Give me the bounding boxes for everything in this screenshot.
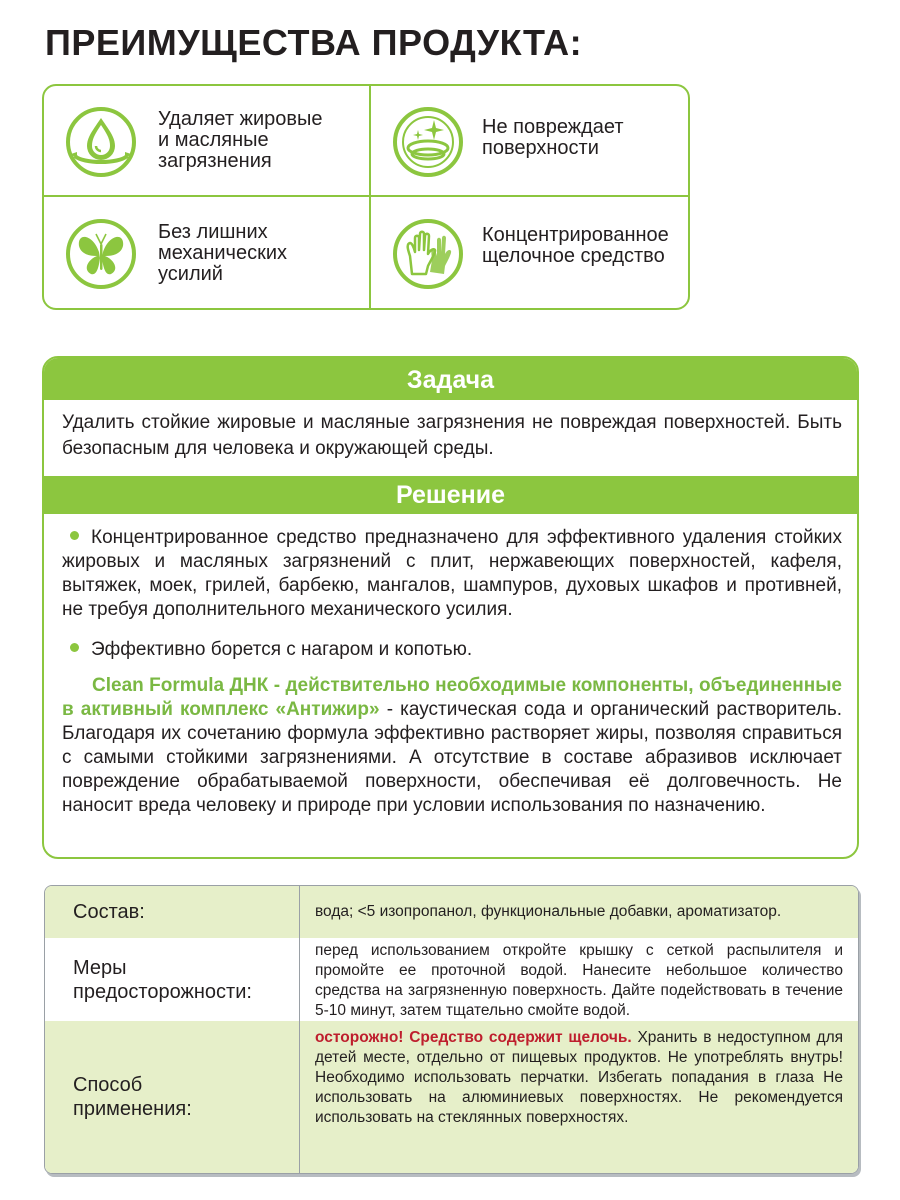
row-label: Меры предосторожности: xyxy=(73,957,252,1003)
butterfly-icon xyxy=(63,216,139,292)
advantage-text-4: Концентрированное щелочное средство xyxy=(482,224,669,267)
row-value: осторожно! Средство содержит щелочь. Хранить в недоступном для детей месте, отдельно от пищевых продуктов. Не употреблять внутрь! Необходимо использовать перчатки. Избегать попадания в глаза Не использовать на алюминиевых поверхностях. Не рекомендуется использовать на стеклянных поверхностях. xyxy=(315,1029,844,1126)
gloves-icon xyxy=(390,216,466,292)
row-value: перед использованием откройте крышку с сеткой распылителя и промойте ее проточной водой. Нанесите небольшое количество средства на загрязненную поверхность. Дайте подействовать в течение 5-10 минут, затем тщательно смойте водой. xyxy=(315,942,843,1019)
task-heading: Задача xyxy=(44,358,857,400)
column-divider xyxy=(299,886,300,1173)
row-label: Состав: xyxy=(73,901,145,923)
page-title: ПРЕИМУЩЕСТВА ПРОДУКТА: xyxy=(45,22,583,63)
water-drop-icon xyxy=(63,104,139,180)
warning-text: осторожно! Средство содержит щелочь. xyxy=(315,1029,632,1046)
task-solution-panel xyxy=(42,356,859,859)
grid-divider-horizontal xyxy=(44,195,688,197)
solution-paragraph: Clean Formula ДНК - действительно необходимые компоненты, объединенные в активный комплекс «Антижир» - каустическая сода и органический растворитель. Благодаря их сочетанию формула эффективно растворяет жиры, позволяя справиться с самыми стойкими загрязнениями. А отсутствие в составе абразивов исключает повреждение обрабатываемой поверхности, обеспечивая её долговечность. Не наносит вреда человеку и природе при условии использования по назначению. xyxy=(62,675,843,816)
advantage-text-1: Удаляет жировые и масляные загрязнения xyxy=(158,108,323,172)
task-text: Удалить стойкие жировые и масляные загрязнения не повреждая поверхностей. Быть безопасным для человека и окружающей среды. xyxy=(62,412,842,459)
solution-bullet-1: Концентрированное средство предназначено для эффективного удаления стойких жировых и масляных загрязнений с плит, нержавеющих поверхностей, кафеля, вытяжек, моек, грилей, барбекю, мангалов, шампуров, духовых шкафов и противней, не требуя дополнительного механического усилия. xyxy=(62,527,842,620)
table-row xyxy=(45,886,858,938)
advantage-text-2: Не повреждает поверхности xyxy=(482,116,624,159)
table-row xyxy=(45,938,858,1021)
table-row xyxy=(45,1021,858,1174)
grid-divider-vertical xyxy=(369,86,371,308)
bullet-icon xyxy=(70,531,79,540)
row-label: Способ применения: xyxy=(73,1074,192,1120)
solution-bullet-2: Эффективно борется с нагаром и копотью. xyxy=(62,638,842,662)
product-info-table xyxy=(44,885,859,1174)
row-value: вода; <5 изопропанол, функциональные добавки, ароматизатор. xyxy=(315,903,782,920)
advantage-text-3: Без лишних механических усилий xyxy=(158,221,288,285)
sparkle-surface-icon xyxy=(390,104,466,180)
product-claim: Clean Formula ДНК - действительно необходимые компоненты, объединенные в активный комплекс «Антижир» xyxy=(62,675,842,720)
bullet-icon xyxy=(70,643,79,652)
solution-heading: Решение xyxy=(44,476,857,514)
